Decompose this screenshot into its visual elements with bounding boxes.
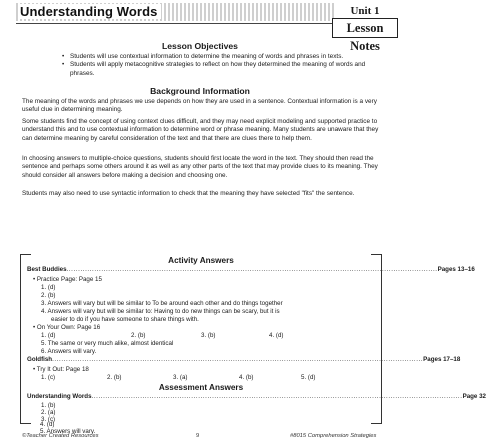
toc-row-goldfish [27,356,461,363]
background-paragraph: The meaning of the words and phrases we use depends on how they are used in a sentence. Contextual information is a very useful clue in determining meaning. [22,98,377,114]
answer-line: 3. Answers will vary but will be similar to To be around each other and do things together [41,300,283,307]
answer-line: 5. The same or very much alike, almost identical [41,340,174,347]
answer-line: 3. (a) [173,374,188,381]
leader-dots: ................................................................................................................................................................ [91,393,463,400]
answer-line: 2. (b) [41,292,56,299]
label-text: Try It Out: Page 18 [36,366,89,373]
objectives-list [62,53,384,78]
list-item: • Students will apply metacognitive strategies to reflect on how they determined the meaning of words and phrases. [62,61,384,78]
answer-line: easier to do if you have someone to share things with. [51,316,199,323]
background-heading: Background Information [150,86,250,96]
assessment-title: Understanding Words [27,393,92,400]
header-rule [16,23,332,24]
lesson-notes-badge: Lesson Notes [332,18,398,38]
footer-copyright: ©Teacher Created Resources [22,433,99,439]
toc-row-assessment [27,393,486,400]
activity-title: Best Buddies [27,266,67,273]
footer-page-number: 9 [196,433,200,439]
box-corner [371,423,381,424]
leader-dots: ................................................................................................................................................................ [52,356,424,363]
answer-line: 2. (a) [41,409,56,416]
box-corner [21,423,31,424]
leader-dots: ................................................................................................................................................................ [66,266,438,273]
answer-line: 3. (b) [201,332,216,339]
answer-line: 3. (c) [41,416,56,423]
activity-title: Goldfish [27,356,53,363]
box-corner [371,254,381,255]
background-paragraph: Students may also need to use syntactic information to check that the meaning they have selected "fits" the sentence. [22,190,355,197]
practice-page-label: • Practice Page: Page 15 [33,276,102,283]
answer-line: 5. Answers will vary. [40,428,96,435]
page-range: Page 32 [462,393,486,400]
answer-line: 4. (d) [40,421,55,428]
answer-line: 6. Answers will vary. [41,348,97,355]
assessment-heading: Assessment Answers [158,383,244,392]
answer-line: 4. Answers will vary but will be similar to: Having to do new things can be scary, but it is [41,308,280,315]
box-corner [21,254,31,255]
label-text: Practice Page: Page 15 [36,276,102,283]
try-page-label: • Try It Out: Page 18 [33,366,89,373]
activity-heading: Activity Answers [168,256,234,265]
background-paragraph: Some students find the concept of using context clues difficult, and they may need explicit modeling and supported practice to understand this and to use contextual information to determine word or phrase meaning. Many students are unaware that they can determine meaning by careful consideration of the text and that there are clues there to help them. [22,118,379,142]
answer-line: 2. (b) [107,374,122,381]
toc-row-best-buddies [27,266,475,273]
answer-line: 4. (d) [269,332,284,339]
footer-book-title: #8015 Comprehension Strategies [290,433,377,439]
answers-box [20,254,486,424]
answer-line: 5. (d) [301,374,316,381]
answer-line: 1. (d) [41,284,56,291]
answer-line: 4. (b) [239,374,254,381]
page-range: Pages 13–16 [437,266,475,273]
page-range: Pages 17–18 [423,356,461,363]
answer-line: 1. (b) [41,402,56,409]
background-paragraph: In choosing answers to multiple-choice questions, students should first locate the word in the text. They should then read the sentence and perhaps some others around it as well as any other parts of the text that may provide clues to its meaning. They should consider all answers before making a decision and choosing one. [22,155,378,179]
page-title: Understanding Words [20,4,161,19]
own-page-label: • On Your Own: Page 16 [33,324,101,331]
unit-label: Unit 1 [350,5,380,17]
list-item: • Students will use contextual information to determine the meaning of words and phrases in texts. [62,53,384,61]
answer-line: 1. (c) [41,374,56,381]
label-text: On Your Own: Page 16 [36,324,101,331]
objectives-heading: Lesson Objectives [162,41,238,51]
answer-line: 1. (d) [41,332,56,339]
answer-line: 2. (b) [131,332,146,339]
